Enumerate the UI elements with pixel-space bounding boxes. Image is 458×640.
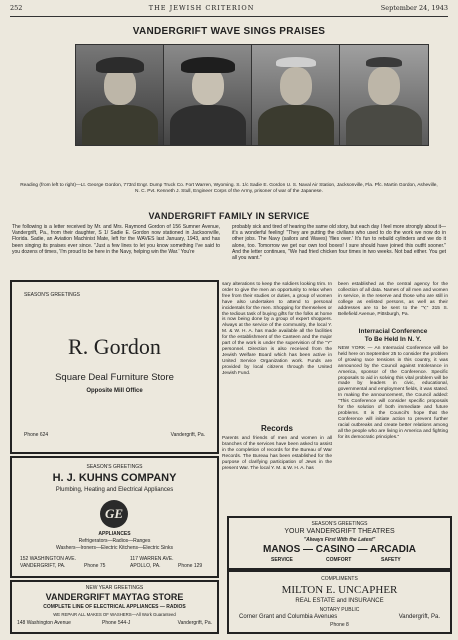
- wave-headline: VANDERGRIFT WAVE SINGS PRAISES: [132, 26, 326, 37]
- photo-george-gordon: [75, 44, 165, 146]
- gordon-store: Square Deal Furniture Store: [55, 372, 174, 383]
- maytag-greeting: NEW YEAR GREETINGS: [85, 585, 144, 591]
- photo-caption: Reading (from left to right)—Lt. George Gordon, 773rd Engr. Dump Truck Co. Fort Warren, Wyoming. S. 1/c Sadie E. Gordon U. S. Naval Air Station, Jacksonville, Fla. Pfc. Martin Gordon, Asheville, N. C. Pvt. Kenneth J. Stull, Engineer Corps of the Army, prisoner of war of the Japanese.: [20, 183, 438, 194]
- records-continued: been established as the central agency for the collection of all data. Names of all men and women in service, in the reserve and those who are still in college as enlisted persons, as well as their addresses are to be sent to the "Y," 315 S. Bellefield Avenue, Pittsburgh, Pa.: [338, 282, 448, 317]
- theatres-name: YOUR VANDERGRIFT THEATRES: [284, 528, 395, 535]
- photo-martin-gordon: [251, 44, 341, 146]
- family-headline: VANDERGRIFT FAMILY IN SERVICE: [148, 211, 310, 221]
- records-heading: Records: [260, 424, 293, 433]
- records-article: Parents and friends of men and women in all branches of the services have been asked to assist in the completion of records for the Bureau of War Records. The Bureau has been established for the purpose of clarifying participation of Jews in the present War. The local Y. M. & W. H. A. has: [222, 436, 332, 471]
- theatres-comfort: COMFORT: [326, 557, 352, 563]
- uncapher-notary: NOTARY PUBLIC: [319, 607, 360, 613]
- photo-sadie-gordon: [163, 44, 253, 146]
- kuhns-addr-left: 152 WASHINGTON AVE.: [20, 556, 77, 562]
- family-article-right: probably sick and tired of hearing the same old story, but each day I feel more strongly about it—it's a wonderful feeling! "They are putting the civilians who used to do the work we now do in other jobs. The Navy (sailors and Waves) 'flies over.' It's fun to rebuild cylinders and we do it alone, too. Tomorrow we get our own tool boxes! I sure should have joined this outfit sooner." And the letter continues, "We had fried chicken four times in two weeks. Not bad either. You get all you want.": [232, 224, 446, 262]
- gordon-city: Vandergrift, Pa.: [170, 432, 205, 438]
- kuhns-city-left: VANDERGRIFT, PA.: [20, 563, 66, 569]
- interracial-heading-1: Interracial Conference: [358, 328, 428, 335]
- ge-logo-icon: GE: [100, 500, 128, 528]
- kuhns-city-right: APOLLO, PA.: [130, 563, 161, 569]
- maytag-name: VANDERGRIFT MAYTAG STORE: [45, 592, 184, 602]
- photo-kenneth-stull: [339, 44, 429, 146]
- kuhns-appliances: APPLIANCES: [98, 531, 131, 537]
- theatres-ad: [227, 516, 452, 570]
- maytag-ad: [10, 580, 219, 634]
- uncapher-greeting: COMPLIMENTS: [321, 576, 358, 582]
- page-number: 252: [10, 4, 23, 12]
- interracial-heading-2: To Be Held In N. Y.: [364, 336, 422, 343]
- gordon-location: Opposite Mill Office: [86, 388, 143, 394]
- theatres-safety: SAFETY: [381, 557, 401, 563]
- interracial-article: NEW YORK — An Interracial Conference will be held here on September 25 to consider the problem of growing race tensions in this country, it was announced by the Council against Intolerance in America, sponsor of the Conference. Specific proposals to aid in solving this vital problem will be made by leaders in civic, educational, governmental and employment fields, it was stated. In making the announcement, the Council added: "This Conference will consider specific proposals for the solution of both immediate and future problems. It is the Council's hope that the Conference will initiate action to prevent further racial outbreaks and create better relations among all the people who are living in America and fighting for its democratic principles.": [338, 346, 448, 440]
- kuhns-line1: Refrigerators—Radios—Ranges: [78, 538, 151, 544]
- kuhns-ad: [10, 456, 219, 578]
- canteen-article: sary alterations to keep the soldiers looking trim. In order to give the men an opportunity to relax when free from their studies or duties, a group of women have also undertaken to attend to personal incidentals for the men. Shopping for themselves or the tedious task of buying gifts for the folks at home is now being done by a group of expert shoppers. Always at the service of the community, the local Y. M. & W. H. A. has made available all the facilities for the establishment of the Canteen and the major part of the work is under the supervision of the "Y" personnel. Direction is also received from the Jewish Welfare Board which has been active in United Service Organization work. Funds are provided by local citizens through the United Jewish Fund.: [222, 282, 332, 376]
- issue-date: September 24, 1943: [380, 4, 448, 12]
- gordon-greeting: SEASON'S GREETINGS: [24, 292, 80, 298]
- gordon-name: R. Gordon: [68, 334, 161, 359]
- theatres-slogan: "Always First With the Latest": [303, 537, 376, 543]
- uncapher-city: Vandergrift, Pa.: [398, 614, 440, 620]
- paper-title: THE JEWISH CRITERION: [148, 4, 255, 12]
- uncapher-sub: REAL ESTATE and INSURANCE: [295, 598, 384, 604]
- maytag-city: Vandergrift, Pa.: [177, 620, 212, 626]
- maytag-addr: 148 Washington Avenue: [17, 620, 71, 626]
- kuhns-phone-right: Phone 129: [178, 563, 203, 569]
- page-header: [10, 4, 448, 17]
- uncapher-address: Corner Grant and Columbia Avenues: [239, 614, 338, 620]
- maytag-repair: WE REPAIR ALL MAKES OF WASHERS—All Work Guaranteed: [53, 612, 176, 617]
- theatres-greeting: SEASON'S GREETINGS: [311, 521, 368, 527]
- uncapher-phone: Phone 8: [330, 622, 349, 628]
- kuhns-sub: Plumbing, Heating and Electrical Appliances: [55, 487, 174, 493]
- maytag-phone: Phone 544-J: [102, 620, 131, 626]
- theatres-list: MANOS — CASINO — ARCADIA: [263, 544, 416, 555]
- uncapher-name: MILTON E. UNCAPHER: [281, 584, 398, 596]
- maytag-line: COMPLETE LINE OF ELECTRICAL APPLIANCES — RADIOS: [43, 604, 186, 610]
- kuhns-name: H. J. KUHNS COMPANY: [52, 472, 177, 484]
- gordon-ad: [10, 280, 219, 454]
- gordon-phone: Phone 624: [24, 432, 49, 438]
- kuhns-phone-left: Phone 75: [84, 563, 106, 569]
- family-article-left: The following is a letter received by Mr. and Mrs. Raymond Gordon of 156 Sumner Avenue, Vandergrift, Pa., from their daughter, S 1/ Sadie E. Gordon now stationed in Jacksonville, Florida. Sadie, an Aviation Machinist Mate, left for the WAVES last January, 1943, and has been singing its praises ever since. "Just a few lines to let you know something I've said to you dozens of times, 'I'm proud to be here in the Navy, helping win the War.' You're: [12, 224, 220, 255]
- uncapher-ad: [227, 570, 452, 634]
- kuhns-line2: Washers—Ironers—Electric Kitchens—Electric Sinks: [55, 545, 174, 551]
- kuhns-addr-right: 117 WARREN AVE.: [130, 556, 174, 562]
- kuhns-greeting: SEASON'S GREETINGS: [86, 464, 143, 470]
- theatres-service: SERVICE: [271, 557, 293, 563]
